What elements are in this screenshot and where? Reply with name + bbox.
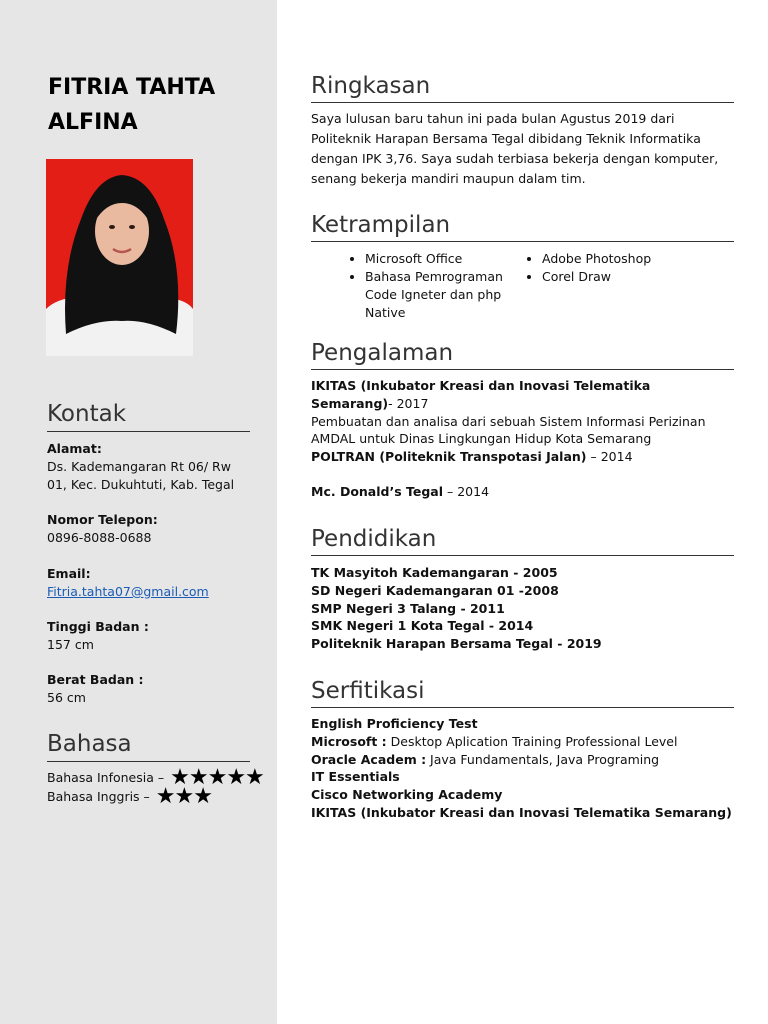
language-label: Bahasa Infonesia – xyxy=(47,770,165,785)
weight-label: Berat Badan : xyxy=(47,672,144,687)
experience-desc: Pembuatan dan analisa dari sebuah Sistem Informasi Perizinan AMDAL untuk Dinas Lingkungan Hidup Kota Semarang xyxy=(311,413,706,447)
address-label: Alamat: xyxy=(47,441,102,456)
skill-item: • Corel Draw xyxy=(542,268,651,286)
skills-list xyxy=(311,250,734,322)
education-item: TK Masyitoh Kademangaran - 2005 xyxy=(311,565,558,580)
experience-item xyxy=(311,377,734,448)
phone-value: 0896-8088-0688 xyxy=(47,530,152,545)
experience-org: POLTRAN (Politeknik Transpotasi Jalan) xyxy=(311,449,587,464)
summary-text: Saya lulusan baru tahun ini pada bulan Agustus 2019 dari Politeknik Harapan Bersama Tegal dibidang Teknik Informatika dengan IPK 3,76. Saya sudah terbiasa bekerja dengan komputer, senang bekerja mandiri maupun dalam tim. xyxy=(311,111,719,186)
experience-item xyxy=(311,483,734,501)
language-label: Bahasa Inggris – xyxy=(47,789,150,804)
star-icon: ★ xyxy=(226,765,246,790)
education-item: SMP Negeri 3 Talang - 2011 xyxy=(311,600,505,616)
certification-item xyxy=(311,804,734,822)
cert-title: IT Essentials xyxy=(311,769,400,785)
star-icon: ★ xyxy=(193,784,212,809)
star-icon: ★ xyxy=(245,765,264,790)
contact-height xyxy=(47,618,262,654)
certification-item xyxy=(311,715,734,733)
cert-detail: Java Fundamentals, Java Programing xyxy=(426,751,660,767)
education-item: Politeknik Harapan Bersama Tegal - 2019 xyxy=(311,636,602,652)
education-item: SD Negeri Kademangaran 01 -2008 xyxy=(311,582,559,598)
contact-email xyxy=(47,565,262,601)
languages-list xyxy=(47,765,264,809)
star-icon: ★ xyxy=(207,765,227,790)
profile-photo xyxy=(46,159,193,356)
email-label: Email: xyxy=(47,566,91,581)
cert-title: Microsoft : xyxy=(311,733,387,749)
education-list xyxy=(311,564,734,653)
contact-phone xyxy=(47,511,262,547)
cert-title: IKITAS (Inkubator Kreasi dan Inovasi Telematika Semarang) xyxy=(311,804,732,820)
height-label: Tinggi Badan : xyxy=(47,619,149,634)
star-icon: ★ xyxy=(155,784,175,809)
certification-heading: Serfitikasi xyxy=(311,677,734,708)
profile-name: FITRIA TAHTA ALFINA xyxy=(48,75,216,135)
height-value: 157 cm xyxy=(47,637,94,652)
certification-item xyxy=(311,733,734,751)
experience-org: IKITAS (Inkubator Kreasi dan Inovasi Telematika Semarang) xyxy=(311,378,651,411)
skills-column-1 xyxy=(311,250,526,322)
contact-weight xyxy=(47,671,262,707)
skill-item: • Bahasa Pemrograman Code Igneter dan php Native xyxy=(365,268,526,322)
contact-address xyxy=(47,440,262,494)
certification-item xyxy=(311,786,734,804)
skills-column-2 xyxy=(526,250,651,322)
summary-heading: Ringkasan xyxy=(311,72,734,103)
skills-heading: Ketrampilan xyxy=(311,211,734,242)
rating-stars xyxy=(155,784,212,809)
star-icon: ★ xyxy=(188,765,208,790)
cert-title: Cisco Networking Academy xyxy=(311,787,503,803)
certification-item xyxy=(311,768,734,786)
phone-label: Nomor Telepon: xyxy=(47,512,158,527)
languages-heading: Bahasa xyxy=(47,730,250,762)
cert-detail: Desktop Aplication Training Professional Level xyxy=(386,733,678,749)
education-heading: Pendidikan xyxy=(311,525,734,556)
skill-item: • Microsoft Office xyxy=(365,250,526,268)
contact-heading: Kontak xyxy=(47,400,250,432)
experience-heading: Pengalaman xyxy=(311,339,734,370)
experience-item xyxy=(311,448,734,466)
experience-year: - 2017 xyxy=(388,395,429,411)
education-item: SMK Negeri 1 Kota Tegal - 2014 xyxy=(311,618,534,634)
certification-list xyxy=(311,715,734,822)
cert-title: English Proficiency Test xyxy=(311,716,478,731)
certification-item xyxy=(311,751,734,769)
cert-title: Oracle Academ : xyxy=(311,751,427,767)
star-icon: ★ xyxy=(174,784,194,809)
email-link[interactable]: Fitria.tahta07@gmail.com xyxy=(47,584,209,599)
weight-value: 56 cm xyxy=(47,690,86,705)
experience-year: – 2014 xyxy=(443,484,490,499)
star-icon: ★ xyxy=(170,765,189,790)
profile-photo-illustration xyxy=(46,159,193,356)
skill-item: • Adobe Photoshop xyxy=(542,250,651,268)
experience-year: – 2014 xyxy=(586,449,633,464)
experience-org: Mc. Donald’s Tegal xyxy=(311,484,444,499)
address-value: Ds. Kademangaran Rt 06/ Rw 01, Kec. Dukuhtuti, Kab. Tegal xyxy=(47,459,235,492)
